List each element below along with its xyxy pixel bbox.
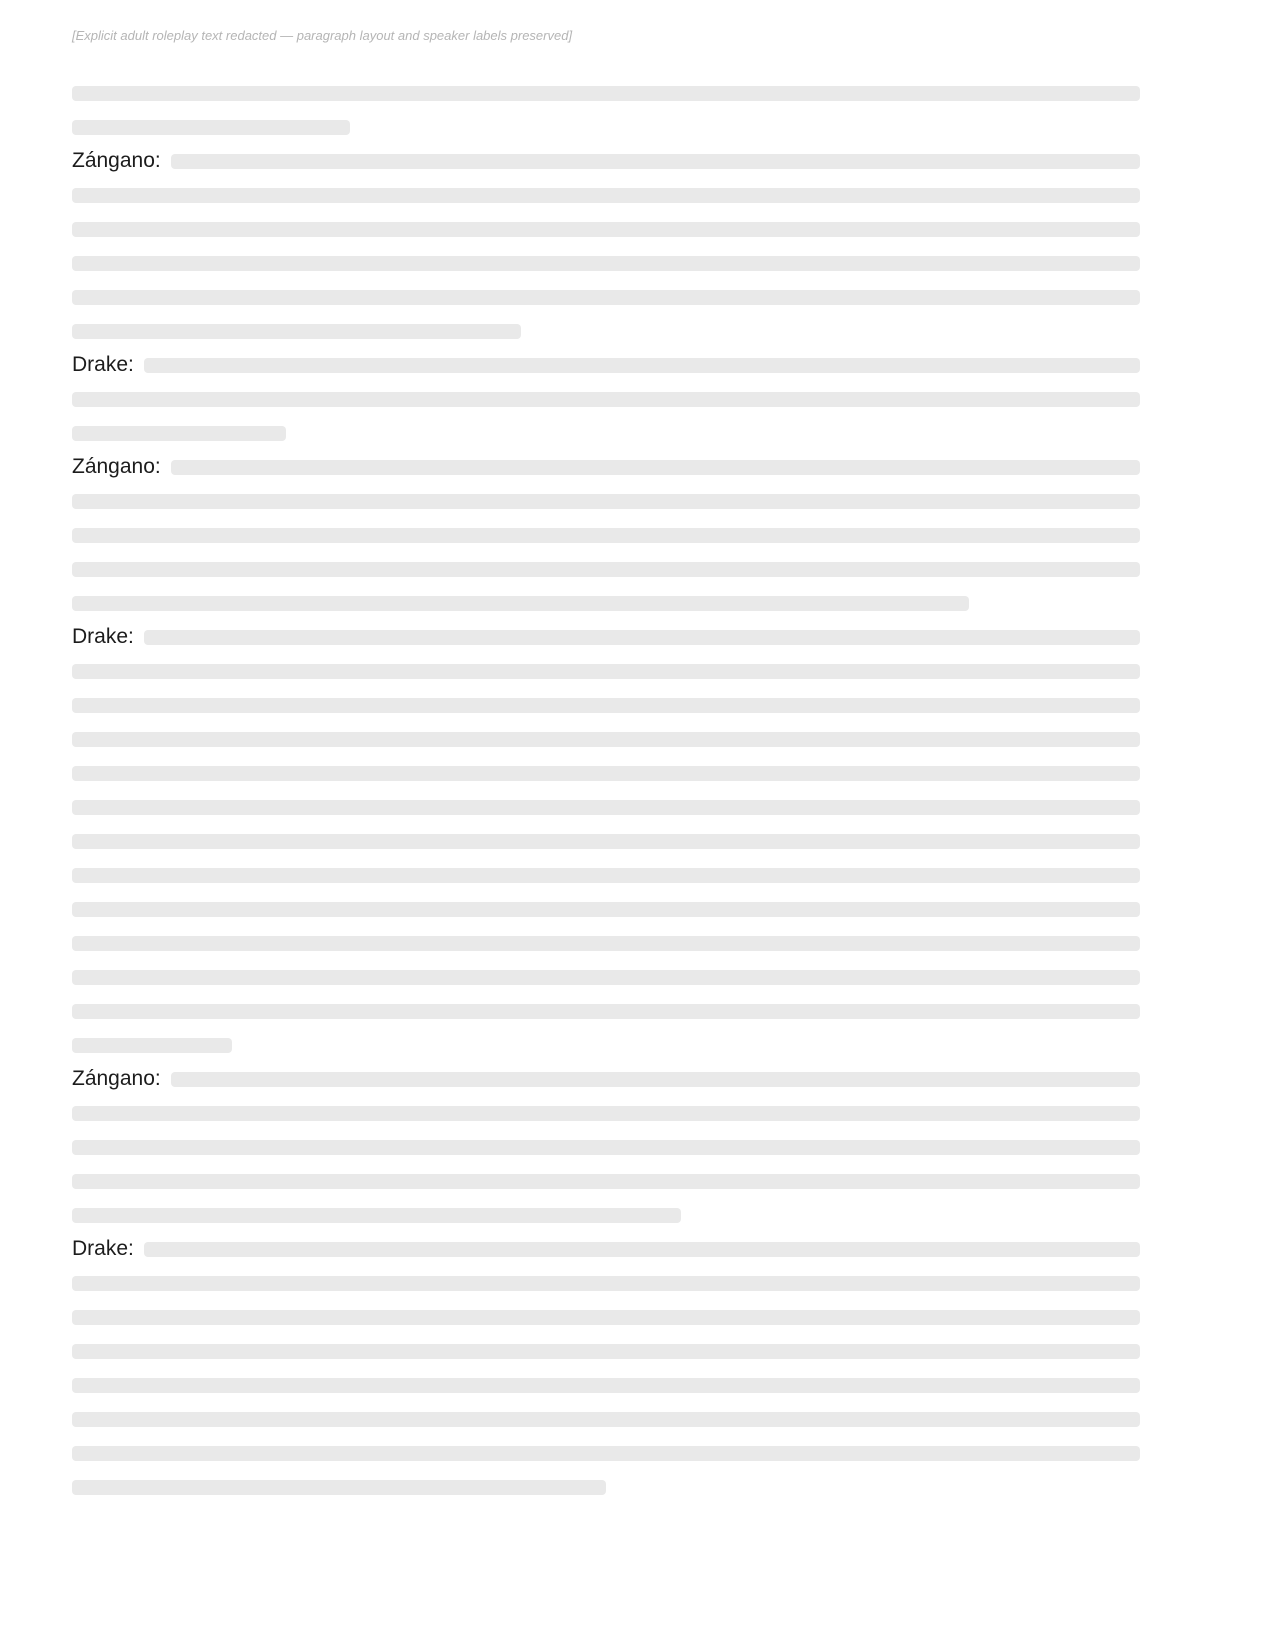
redacted-text-line [144,630,1140,645]
paragraph [72,348,1140,450]
redacted-text-line [72,188,1140,203]
text-line [72,348,1140,382]
redacted-text-line [72,1208,681,1223]
paragraph [72,144,1140,348]
redacted-text-line [72,1310,1140,1325]
redacted-text-line [72,562,1140,577]
text-line [72,824,1140,858]
redacted-text-line [72,324,521,339]
redacted-text-line [72,1412,1140,1427]
redacted-text-line [72,596,969,611]
redacted-text-line [72,902,1140,917]
text-line [72,1164,1140,1198]
redacted-text-line [72,1344,1140,1359]
text-line [72,1402,1140,1436]
text-line [72,1198,1140,1232]
redacted-text-line [72,1480,606,1495]
redacted-text-line [72,1174,1140,1189]
text-line [72,518,1140,552]
text-line [72,1266,1140,1300]
text-line [72,1334,1140,1368]
text-line [72,858,1140,892]
speaker-label: Zángano: [72,149,161,172]
redaction-notice: [Explicit adult roleplay text redacted — paragraph layout and speaker labels preserved] [72,28,573,43]
text-line [72,382,1140,416]
text-line [72,926,1140,960]
text-line [72,1232,1140,1266]
text-line [72,1436,1140,1470]
redacted-text-line [72,936,1140,951]
redacted-text-line [144,358,1140,373]
redacted-text-line [171,154,1140,169]
speaker-label: Drake: [72,1237,134,1260]
text-line [72,620,1140,654]
redacted-text-line [72,664,1140,679]
redacted-text-line [72,1038,232,1053]
text-line [72,246,1140,280]
redacted-text-line [72,256,1140,271]
redacted-text-line [72,290,1140,305]
text-line [72,178,1140,212]
text-line [72,756,1140,790]
text-line [72,280,1140,314]
redacted-text-line [72,1446,1140,1461]
redacted-text-line [72,426,286,441]
speaker-label: Zángano: [72,455,161,478]
redacted-text-line [72,800,1140,815]
speaker-label: Zángano: [72,1067,161,1090]
redacted-text-line [72,732,1140,747]
text-line [72,416,1140,450]
redacted-text-line [72,1004,1140,1019]
text-line [72,688,1140,722]
redacted-text-line [72,1378,1140,1393]
redacted-text-line [72,1106,1140,1121]
text-line [72,314,1140,348]
redacted-text-line [171,1072,1140,1087]
paragraph [72,1062,1140,1232]
text-line [72,790,1140,824]
redacted-text-line [72,222,1140,237]
redacted-text-line [72,1140,1140,1155]
text-line [72,1028,1140,1062]
redacted-text-line [72,868,1140,883]
text-line [72,1368,1140,1402]
redacted-text-line [72,494,1140,509]
text-line [72,960,1140,994]
text-line [72,1470,1140,1504]
text-line [72,110,1140,144]
redacted-text-line [72,86,1140,101]
text-line [72,212,1140,246]
text-line [72,722,1140,756]
text-line [72,1096,1140,1130]
paragraph [72,76,1140,144]
text-line [72,450,1140,484]
redacted-text-line [72,698,1140,713]
redacted-text-line [72,970,1140,985]
speaker-label: Drake: [72,353,134,376]
text-line [72,484,1140,518]
text-line [72,144,1140,178]
text-line [72,654,1140,688]
text-line [72,1062,1140,1096]
text-line [72,586,1140,620]
paragraph [72,620,1140,1062]
paragraph [72,450,1140,620]
text-line [72,76,1140,110]
redacted-text-line [72,528,1140,543]
redacted-text-line [144,1242,1140,1257]
redacted-text-line [72,1276,1140,1291]
text-line [72,892,1140,926]
redacted-text-line [171,460,1140,475]
text-line [72,1130,1140,1164]
redacted-text-line [72,392,1140,407]
text-line [72,1300,1140,1334]
paragraph [72,1232,1140,1504]
redacted-text-line [72,766,1140,781]
text-block [72,76,1140,1504]
redacted-text-line [72,120,350,135]
redacted-text-line [72,834,1140,849]
speaker-label: Drake: [72,625,134,648]
text-line [72,994,1140,1028]
text-line [72,552,1140,586]
